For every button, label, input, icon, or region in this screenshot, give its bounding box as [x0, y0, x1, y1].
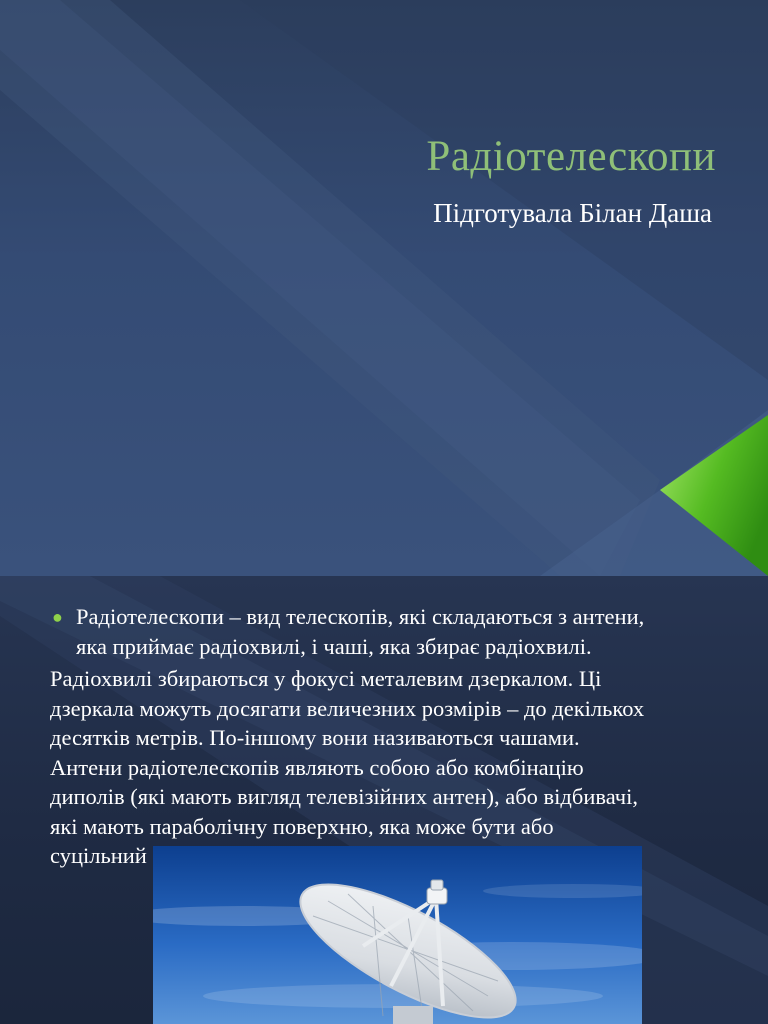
bullet-line: Радіотелескопи – вид телескопів, які складаються з антени, — [76, 604, 645, 629]
bullet-item — [50, 602, 740, 661]
paragraph-line: десятків метрів. По-іншому вони називаються чашами. — [50, 725, 580, 750]
bullet-dot-icon: ● — [52, 607, 63, 627]
slide-body — [50, 602, 740, 871]
paragraph-line: диполів (які мають вигляд телевізійних антен), або відбивачі, — [50, 784, 638, 809]
slide-subtitle: Підготувала Білан Даша — [433, 198, 712, 228]
paragraph-line: суцільний — [50, 843, 147, 868]
slide-title: Радіотелескопи — [426, 133, 716, 180]
paragraph-line: Радіохвилі збираються у фокусі металевим дзеркалом. Ці — [50, 666, 602, 691]
radio-telescope-dish-photo — [153, 846, 642, 1024]
paragraph-line: дзеркала можуть досягати величезних розмірів – до декількох — [50, 695, 645, 721]
bullet-line: яка приймає радіохвилі, і чаші, яка збирає радіохвилі. — [76, 633, 592, 659]
paragraph-line: Антени радіотелескопів являють собою або комбінацію — [50, 754, 584, 780]
paragraph-line: які мають параболічну поверхню, яка може бути або — [50, 813, 554, 839]
paragraph — [50, 664, 740, 871]
content-slide — [0, 576, 768, 1024]
